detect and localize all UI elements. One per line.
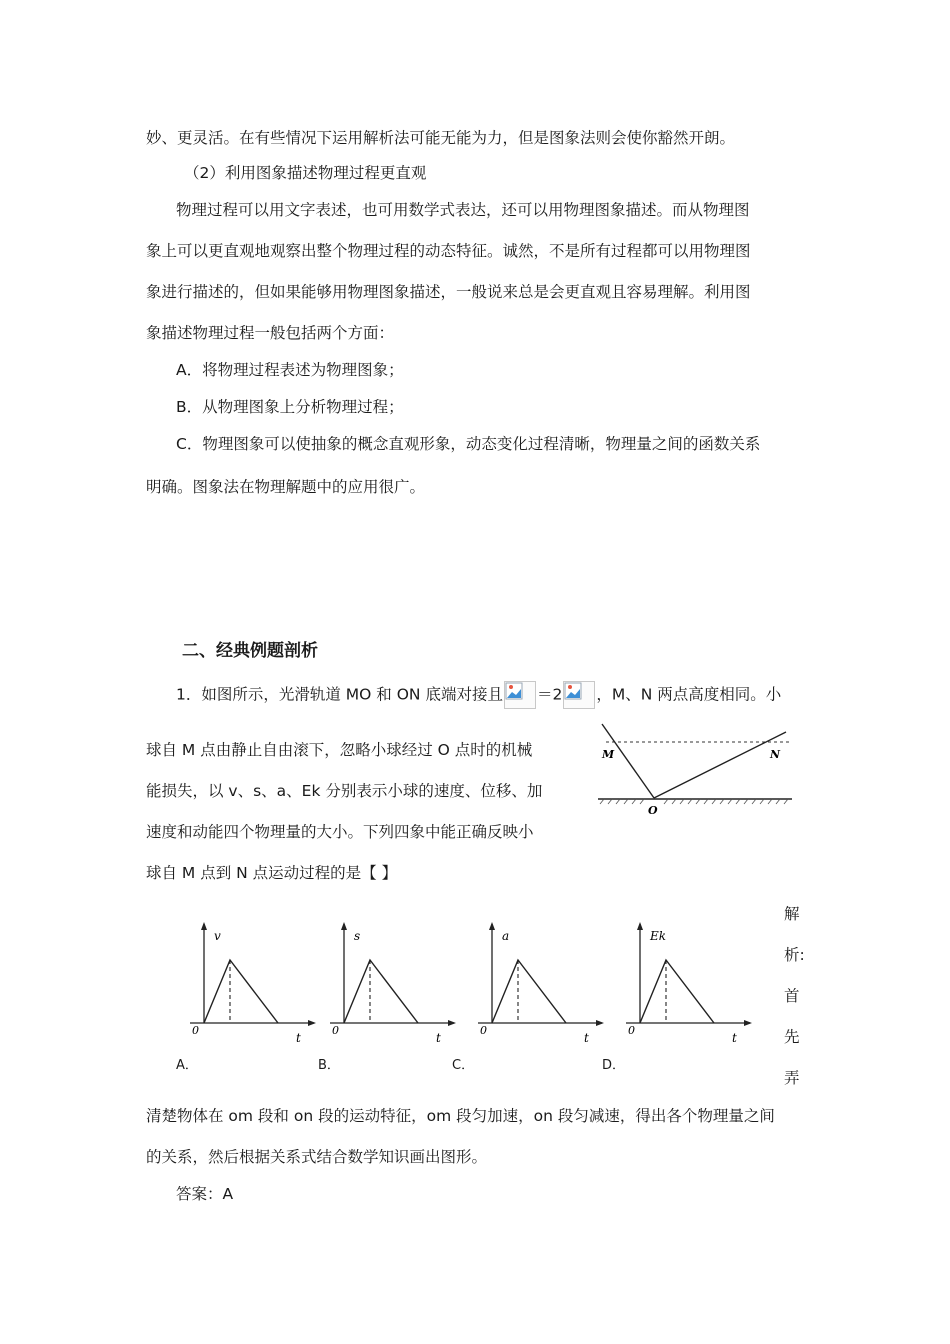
- origin-label: 0: [480, 1024, 487, 1037]
- question-text: 1．如图所示，光滑轨道 MO 和 ON 底端对接且: [176, 685, 503, 704]
- option-label-b: B．: [318, 1058, 340, 1073]
- analysis-char: 弄: [784, 1069, 800, 1087]
- section-heading: 二、经典例题剖析: [182, 641, 318, 661]
- x-axis-label: t: [436, 1031, 441, 1045]
- paragraph-line: 象进行描述的，但如果能够用物理图象描述，一般说来总是会更直观且容易理解。利用图: [146, 283, 751, 301]
- track-figure: [594, 718, 800, 820]
- analysis-char: 解: [784, 905, 800, 923]
- question-text: ，M、N 两点高度相同。小: [596, 685, 782, 704]
- question-line: [176, 681, 781, 709]
- list-item-a: A．将物理过程表述为物理图象；: [176, 361, 404, 379]
- broken-image-icon: [563, 681, 595, 709]
- analysis-char: 析:: [784, 946, 805, 964]
- broken-image-icon: [504, 681, 536, 709]
- analysis-char: 先: [784, 1028, 800, 1046]
- paragraph-line: 象上可以更直观地观察出整个物理过程的动态特征。诚然，不是所有过程都可以用物理图: [146, 242, 751, 260]
- text-line: 妙、更灵活。在有些情况下运用解析法可能无能为力，但是图象法则会使你豁然开朗。: [146, 129, 736, 147]
- graph-a: [186, 918, 320, 1046]
- origin-label: 0: [628, 1024, 635, 1037]
- option-label-d: D．: [602, 1058, 626, 1073]
- graph-c: [474, 918, 608, 1046]
- answer: 答案：A: [176, 1185, 234, 1203]
- x-axis-label: t: [296, 1031, 301, 1045]
- option-label-a: A．: [176, 1058, 198, 1073]
- question-line: 速度和动能四个物理量的大小。下列四象中能正确反映小: [146, 823, 534, 841]
- y-axis-label: s: [354, 929, 361, 943]
- list-item-c-cont: 明确。图象法在物理解题中的应用很广。: [146, 478, 426, 496]
- y-axis-label: v: [214, 929, 221, 943]
- list-item-b: B．从物理图象上分析物理过程；: [176, 398, 404, 416]
- x-axis-label: t: [732, 1031, 737, 1045]
- analysis-char: 首: [784, 987, 800, 1005]
- graph-b: [326, 918, 460, 1046]
- paragraph-line: 物理过程可以用文字表述，也可用数学式表达，还可以用物理图象描述。而从物理图: [176, 201, 750, 219]
- option-label-c: C．: [452, 1058, 475, 1073]
- analysis-line: 的关系，然后根据关系式结合数学知识画出图形。: [146, 1148, 488, 1166]
- analysis-line: 清楚物体在 om 段和 on 段的运动特征，om 段匀加速，on 段匀减速，得出各个物理量之间: [146, 1107, 775, 1125]
- question-line: 能损失，以 v、s、a、Ek 分别表示小球的速度、位移、加: [146, 782, 543, 800]
- label-o: O: [648, 804, 658, 817]
- graph-d: [622, 918, 756, 1046]
- equals-two: ＝2: [536, 685, 563, 704]
- label-m: M: [602, 748, 615, 761]
- subheading: （2）利用图象描述物理过程更直观: [184, 164, 427, 182]
- y-axis-label: a: [502, 929, 510, 943]
- label-n: N: [770, 748, 781, 761]
- paragraph-line: 象描述物理过程一般包括两个方面：: [146, 324, 395, 342]
- list-item-c: C．物理图象可以使抽象的概念直观形象，动态变化过程清晰，物理量之间的函数关系: [176, 435, 761, 453]
- origin-label: 0: [332, 1024, 339, 1037]
- y-axis-label: Ek: [650, 929, 667, 943]
- x-axis-label: t: [584, 1031, 589, 1045]
- question-line: 球自 M 点到 N 点运动过程的是【 】: [146, 864, 398, 882]
- origin-label: 0: [192, 1024, 199, 1037]
- question-line: 球自 M 点由静止自由滚下，忽略小球经过 O 点时的机械: [146, 741, 533, 759]
